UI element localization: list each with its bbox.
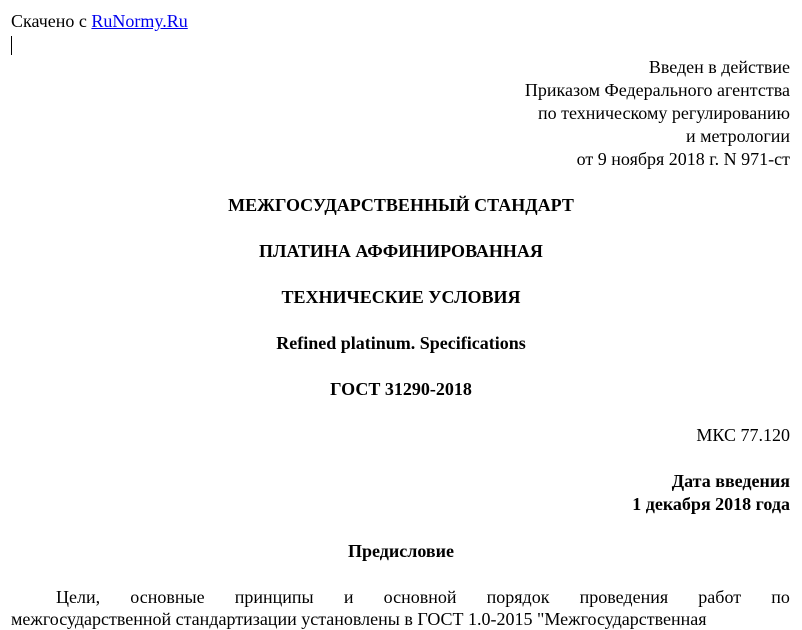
word: принципы [234, 587, 314, 607]
intro-date-block [632, 470, 790, 516]
word: и [343, 587, 354, 607]
standard-code: ГОСТ 31290-2018 [330, 379, 472, 399]
mks-code: МКС 77.120 [696, 425, 790, 445]
text-cursor [11, 36, 12, 55]
word: основной [383, 587, 457, 607]
approval-line: и метрологии [686, 126, 790, 146]
approval-line: по техническому регулированию [537, 103, 790, 123]
word: проведения [579, 587, 669, 607]
approval-line: Приказом Федерального агентства [524, 80, 790, 100]
standard-type-heading: МЕЖГОСУДАРСТВЕННЫЙ СТАНДАРТ [228, 195, 574, 215]
word: основные [130, 587, 205, 607]
approval-block [525, 56, 790, 171]
document-subtitle: ТЕХНИЧЕСКИЕ УСЛОВИЯ [281, 287, 521, 307]
source-line [11, 10, 188, 32]
intro-date-label: Дата введения [671, 471, 790, 491]
approval-line: от 9 ноября 2018 г. N 971-ст [576, 149, 790, 169]
word: по [771, 587, 790, 607]
preface-heading: Предисловие [348, 541, 454, 561]
paragraph-line: межгосударственной стандартизации установлены в ГОСТ 1.0-2015 "Межгосударственная [11, 609, 707, 629]
paragraph-line [11, 586, 790, 608]
approval-line: Введен в действие [648, 57, 790, 77]
word: работ [698, 587, 742, 607]
preface-paragraph [11, 586, 790, 630]
source-prefix: Скачено с [11, 11, 87, 31]
document-title: ПЛАТИНА АФФИНИРОВАННАЯ [259, 241, 543, 261]
word: Цели, [56, 587, 101, 607]
intro-date-value: 1 декабря 2018 года [632, 494, 790, 514]
document-title-english: Refined platinum. Specifications [276, 333, 526, 353]
source-link[interactable]: RuNormy.Ru [91, 11, 188, 31]
word: порядок [486, 587, 550, 607]
